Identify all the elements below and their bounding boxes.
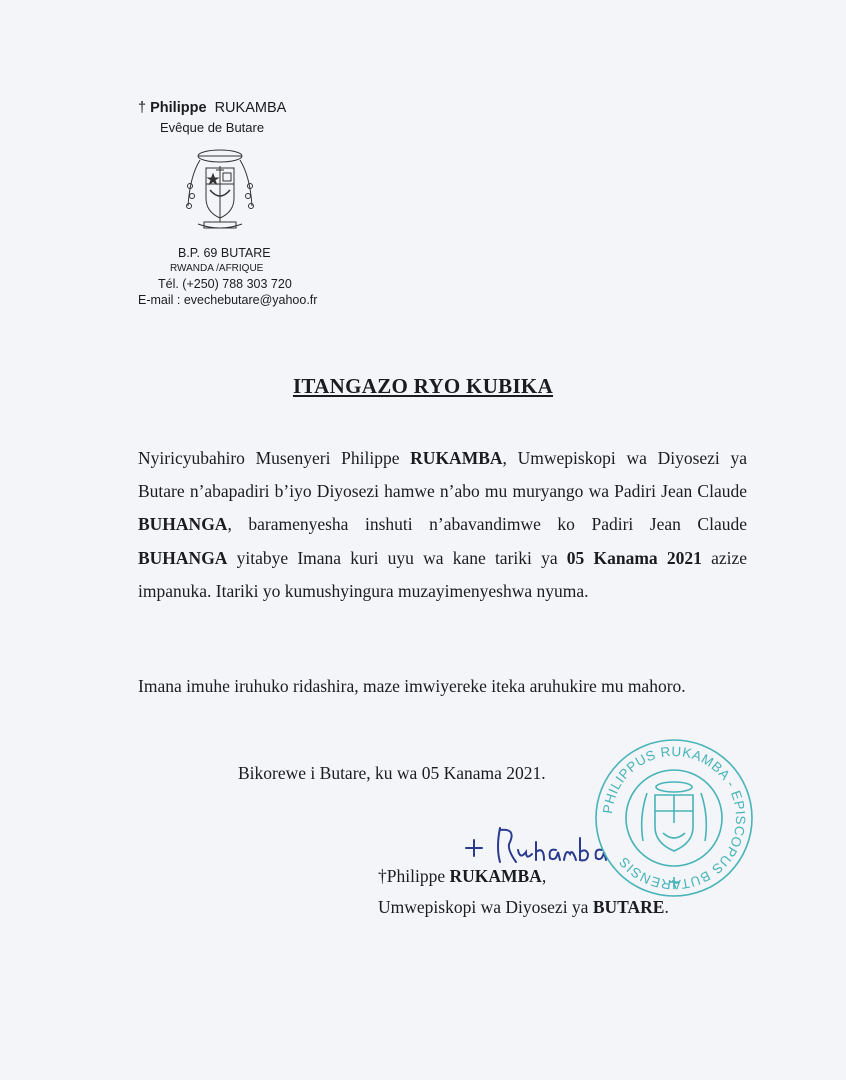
document-heading: ITANGAZO RYO KUBIKA [292, 374, 554, 398]
signatory-name: †Philippe RUKAMBA, [378, 866, 547, 886]
letterhead-name [138, 100, 286, 116]
letterhead-phone: Tél. (+250) 788 303 720 [158, 277, 292, 291]
signatory-title: Umwepiskopi wa Diyosezi ya BUTARE. [378, 897, 669, 917]
body-paragraph-1: Nyiricyubahiro Musenyeri Philippe RUKAMBA, Umwepiskopi wa Diyosezi ya Butare n’abapadiri b’iyo Diyosezi hamwe n’abo mu muryango wa Padiri Jean Claude BUHANGA, baramenyesha inshuti n’abavandimwe ko Padiri Jean Claude BUHANGA yitabye Imana kuri uyu wa kane tariki ya 05 Kanama 2021 azize impanuka. Itariki yo kumushyingura muzayimenyeshwa nyuma. [138, 448, 748, 601]
stamp-text: PHILIPPUS RUKAMBA - EPISCOPUS BUTARENSIS [600, 743, 749, 893]
letterhead-email: E-mail : evechebutare@yahoo.fr [138, 293, 318, 307]
body-paragraph-2: Imana imuhe iruhuko ridashira, maze imwiyereke iteka aruhukire mu mahoro. [138, 676, 686, 696]
place-date: Bikorewe i Butare, ku wa 05 Kanama 2021. [238, 763, 546, 783]
cross-symbol: † [138, 100, 147, 116]
letterhead-country: RWANDA /AFRIQUE [170, 263, 264, 274]
episcopal-stamp [593, 737, 755, 899]
letterhead-first-name: Philippe [150, 100, 207, 116]
letterhead-address: B.P. 69 BUTARE [178, 246, 271, 260]
coat-of-arms-icon [180, 146, 260, 236]
letterhead-title: Evêque de Butare [160, 120, 265, 135]
letterhead-last-name: RUKAMBA [214, 100, 287, 116]
